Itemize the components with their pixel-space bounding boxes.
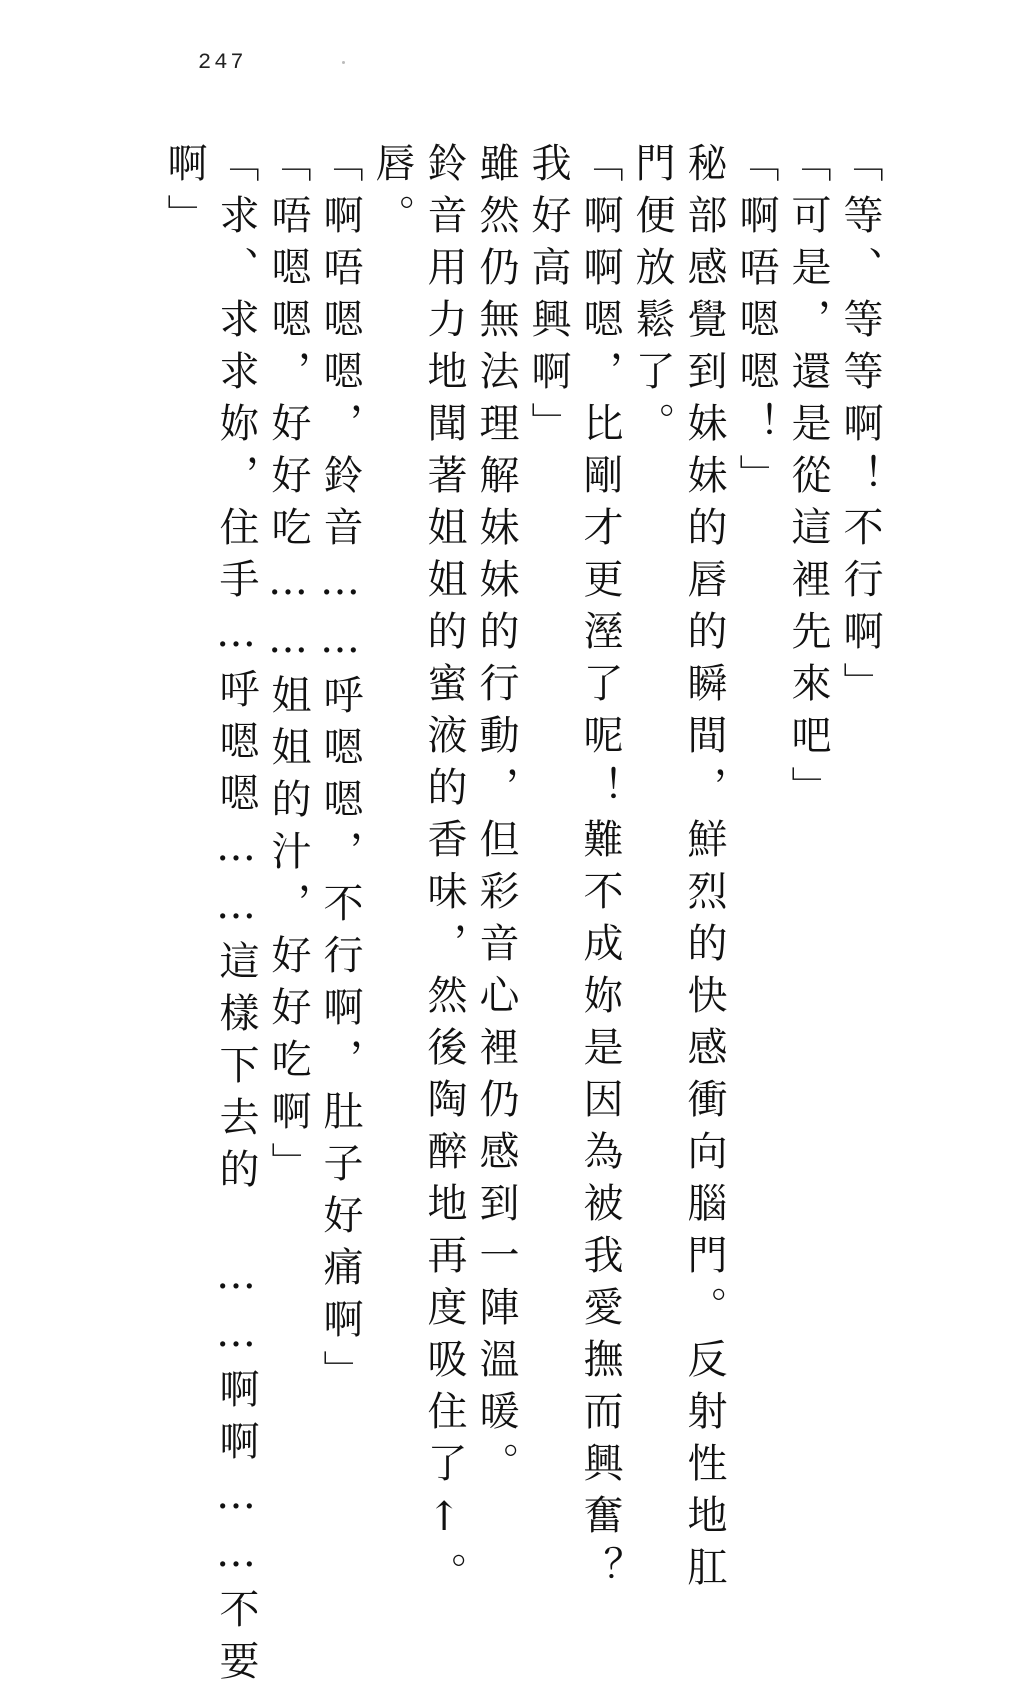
text-column-5: 門便放鬆了。 (629, 142, 675, 454)
text-column-3: 「啊唔嗯嗯！」 (733, 142, 779, 506)
text-column-10: 唇。 (369, 142, 415, 246)
page-number: 247 (198, 50, 247, 75)
text-column-7: 我好高興啊」 (525, 142, 571, 454)
text-column-8: 雖然仍無法理解妹妹的行動，但彩音心裡仍感到一陣溫暖。 (473, 142, 519, 1494)
text-column-9: 鈴音用力地聞著姐姐的蜜液的香味，然後陶醉地再度吸住了↑。 (421, 142, 467, 1604)
text-column-12: 「唔嗯嗯，好好吃……姐姐的汁，好好吃啊」 (265, 142, 311, 1194)
text-column-2: 「可是，還是從這裡先來吧」 (785, 142, 831, 818)
text-column-14: 啊」 (161, 142, 207, 246)
text-column-11: 「啊唔嗯嗯，鈴音……呼嗯嗯，不行啊，肚子好痛啊」 (317, 142, 363, 1402)
scan-speck (342, 61, 345, 64)
text-column-1: 「等、等等啊！不行啊」 (837, 142, 883, 714)
text-column-6: 「啊啊嗯，比剛才更溼了呢！難不成妳是因為被我愛撫而興奮？ (577, 142, 623, 1598)
text-column-4: 秘部感覺到妹妹的唇的瞬間，鮮烈的快感衝向腦門。反射性地肛 (681, 142, 727, 1598)
text-column-13: 「求、求求妳，住手…呼嗯嗯……這樣下去的 ……啊啊……不要 (213, 142, 259, 1692)
